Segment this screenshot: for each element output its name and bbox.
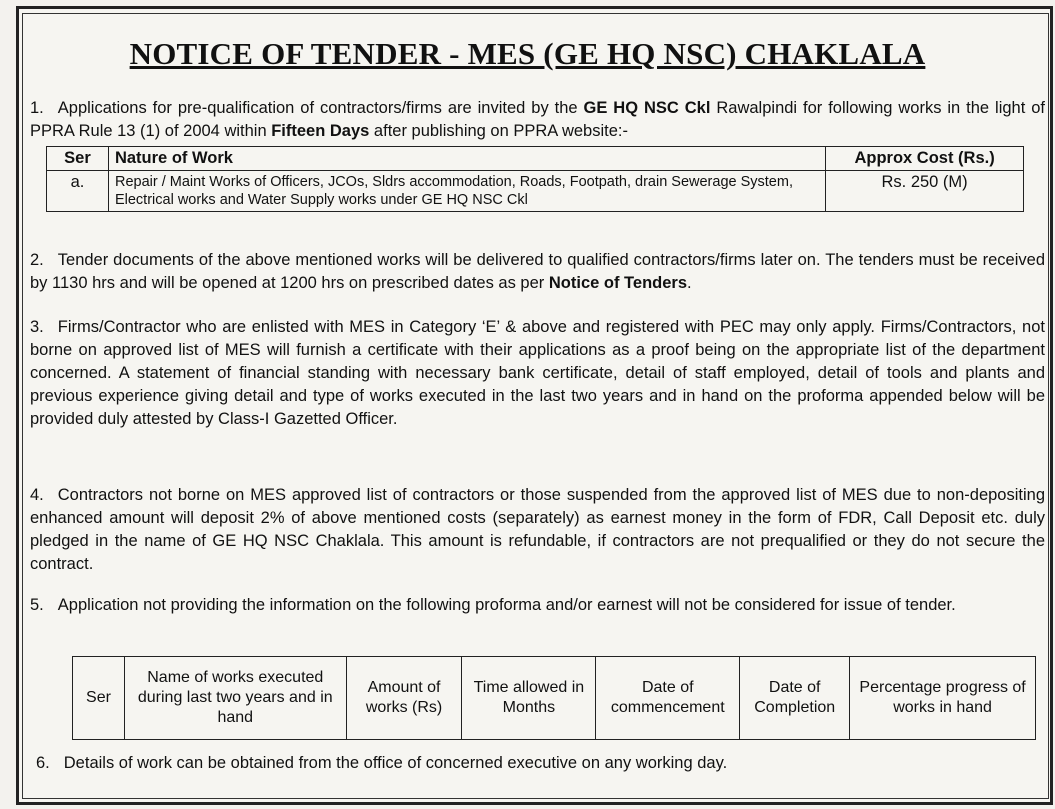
col-nature-of-work: Nature of Work: [108, 147, 825, 171]
col-date-of-completion: Date of Completion: [740, 657, 850, 740]
paragraph-text: Applications for pre-qualification of contractors/firms are invited by the: [57, 99, 584, 117]
paragraph-text: Rawalpindi for following works in the light of PPRA Rule 13 (1) of 2004 within: [30, 99, 1045, 140]
paragraph-text: Tender documents of the above mentioned works will be delivered to qualified contractors/firms later on. The tenders must be received by 1130 hrs and will be opened at 1200 hrs on prescribed dates as per: [30, 251, 1045, 292]
paragraph-number: 1.: [30, 99, 44, 117]
table-header-row: [73, 657, 1036, 740]
cell-cost: Rs. 250 (M): [826, 171, 1024, 212]
col-ser: Ser: [73, 657, 125, 740]
col-date-of-commencement: Date of commencement: [596, 657, 740, 740]
paragraph-text: after publishing on PPRA website:-: [369, 122, 628, 140]
col-name-of-works: Name of works executed during last two years and in hand: [124, 657, 346, 740]
notice-title: NOTICE OF TENDER - MES (GE HQ NSC) CHAKLALA: [129, 36, 926, 71]
paragraph-text: .: [687, 274, 692, 292]
col-time-allowed: Time allowed in Months: [462, 657, 596, 740]
paragraph-text: Application not providing the information on the following proforma and/or earnest will not be considered for issue of tender.: [57, 596, 956, 614]
paragraph-2: [30, 249, 1045, 295]
col-percentage-progress: Percentage progress of works in hand: [850, 657, 1036, 740]
paragraph-6: [36, 752, 1045, 775]
works-table: [46, 146, 1024, 212]
table-header-row: [47, 147, 1024, 171]
paragraph-1: [30, 97, 1045, 143]
deadline-text: Fifteen Days: [271, 122, 370, 140]
proforma-table: [72, 656, 1036, 740]
col-ser: Ser: [47, 147, 109, 171]
col-amount-of-works: Amount of works (Rs): [346, 657, 462, 740]
paragraph-3: [30, 316, 1045, 431]
paragraph-5: [30, 594, 1045, 617]
paragraph-number: 4.: [30, 486, 44, 504]
paragraph-number: 3.: [30, 318, 44, 336]
notice-of-tenders-text: Notice of Tenders: [548, 274, 688, 292]
cell-ser: a.: [47, 171, 109, 212]
table-row: [47, 171, 1024, 212]
cell-work: Repair / Maint Works of Officers, JCOs, Sldrs accommodation, Roads, Footpath, drain Sewerage System, Electrical works and Water Supply works under GE HQ NSC Ckl: [108, 171, 825, 212]
paragraph-text: Contractors not borne on MES approved list of contractors or those suspended from the approved list of MES due to non-depositing enhanced amount will deposit 2% of above mentioned costs (separately) as earnest money in the form of FDR, Call Deposit etc. duly pledged in the name of GE HQ NSC Chaklala. This amount is refundable, if contractors are not prequalified or they do not secure the contract.: [30, 486, 1045, 573]
paragraph-text: Firms/Contractor who are enlisted with MES in Category ‘E’ & above and registered with PEC may only apply. Firms/Contractors, not borne on approved list of MES will furnish a certificate with their applications as a proof being on the appropriate list of the department concerned. A statement of financial standing with necessary bank certificate, detail of staff employed, detail of tools and plants and previous experience giving detail and type of works executed in the last two years and in hand on the proforma appended below will be provided duly attested by Class-I Gazetted Officer.: [30, 318, 1045, 428]
paragraph-number: 5.: [30, 596, 44, 614]
paragraph-4: [30, 484, 1045, 576]
office-name: GE HQ NSC Ckl: [583, 99, 711, 117]
col-approx-cost: Approx Cost (Rs.): [826, 147, 1024, 171]
paragraph-text: Details of work can be obtained from the office of concerned executive on any working day.: [63, 754, 728, 772]
paragraph-number: 2.: [30, 251, 44, 269]
paragraph-number: 6.: [36, 754, 50, 772]
